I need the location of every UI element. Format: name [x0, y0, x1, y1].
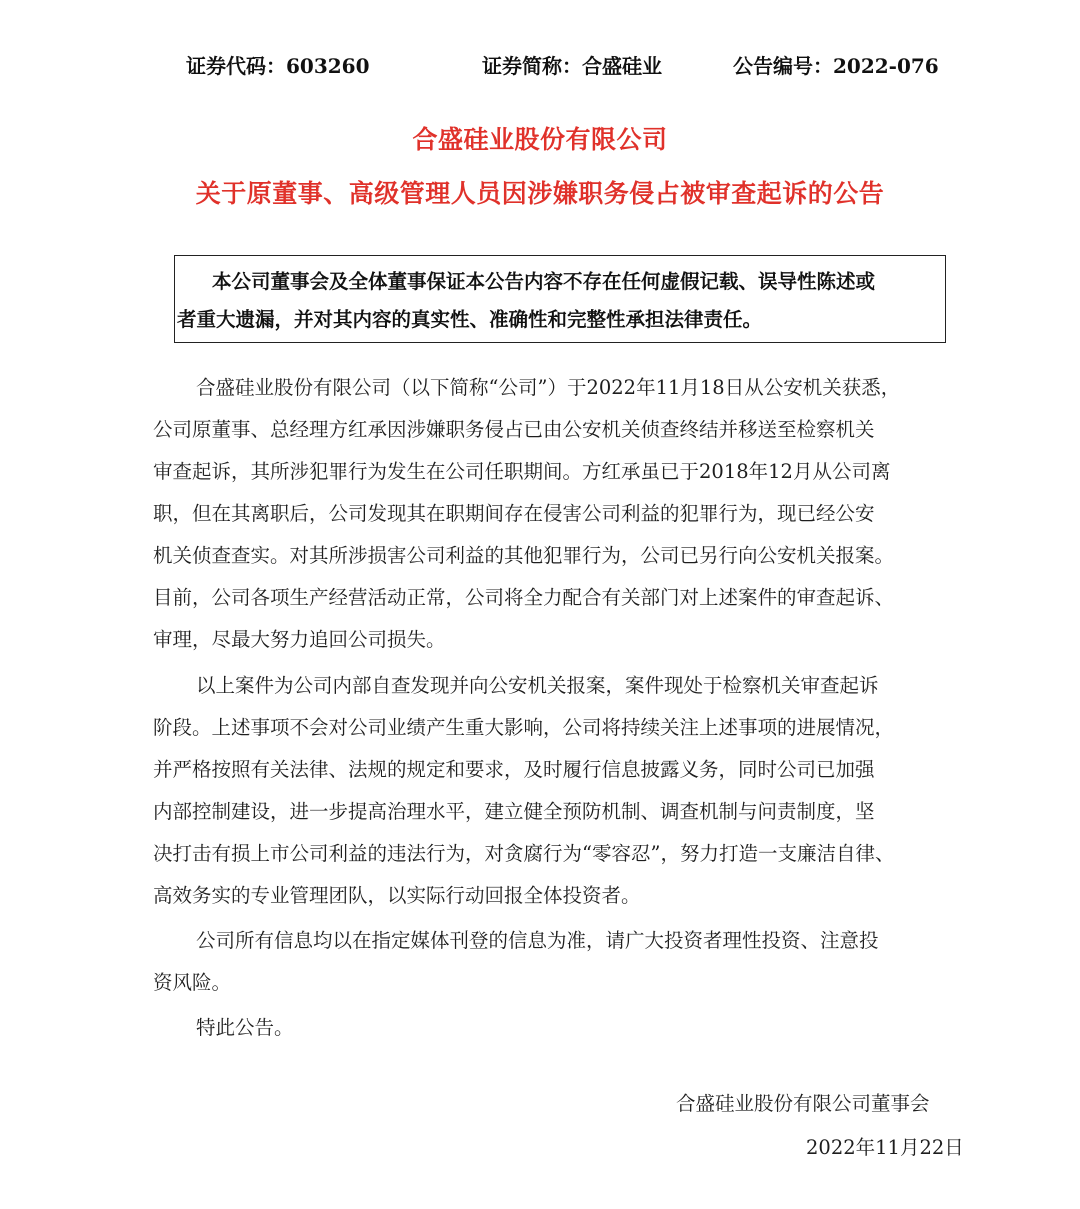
p1-line-3: 审查起诉，其所涉犯罪行为发生在公司任职期间。方红承虽已于2018年12月从公司离 — [153, 460, 891, 483]
statement-line-2: 者重大遗漏，并对其内容的真实性、准确性和完整性承担法律责任。 — [177, 308, 763, 331]
issuer-signature: 合盛硅业股份有限公司董事会 — [676, 1092, 930, 1115]
p1-line-5: 机关侦查查实。对其所涉损害公司利益的其他犯罪行为，公司已另行向公安机关报案。 — [153, 544, 895, 567]
p2-line-4: 内部控制建设，进一步提高治理水平，建立健全预防机制、调查机制与问责制度，坚 — [153, 800, 875, 823]
p1-line-4: 职，但在其离职后，公司发现其在职期间存在侵害公司利益的犯罪行为，现已经公安 — [153, 502, 875, 525]
p1-line-6: 目前，公司各项生产经营活动正常，公司将全力配合有关部门对上述案件的审查起诉、 — [153, 586, 895, 609]
board-statement-box — [174, 255, 946, 343]
p3-line-1: 公司所有信息均以在指定媒体刊登的信息为准，请广大投资者理性投资、注意投 — [196, 929, 879, 952]
p2-line-1: 以上案件为公司内部自查发现并向公安机关报案，案件现处于检察机关审查起诉 — [196, 674, 879, 697]
p1-line-1: 合盛硅业股份有限公司（以下简称“公司”）于2022年11月18日从公安机关获悉， — [196, 376, 901, 399]
statement-line-1: 本公司董事会及全体董事保证本公告内容不存在任何虚假记载、误导性陈述或 — [212, 270, 876, 293]
p1-line-7: 审理，尽最大努力追回公司损失。 — [153, 628, 446, 651]
issue-date: 2022年11月22日 — [806, 1136, 964, 1159]
stock-code: 证券代码：603260 — [186, 54, 370, 78]
document-header — [0, 50, 1080, 80]
p4-line-1: 特此公告。 — [196, 1016, 294, 1039]
notice-title: 关于原董事、高级管理人员因涉嫌职务侵占被审查起诉的公告 — [195, 179, 885, 208]
p2-line-6: 高效务实的专业管理团队，以实际行动回报全体投资者。 — [153, 884, 641, 907]
p2-line-2: 阶段。上述事项不会对公司业绩产生重大影响，公司将持续关注上述事项的进展情况， — [153, 716, 895, 739]
p2-line-3: 并严格按照有关法律、法规的规定和要求，及时履行信息披露义务，同时公司已加强 — [153, 758, 875, 781]
company-title: 合盛硅业股份有限公司 — [412, 125, 668, 154]
p1-line-2: 公司原董事、总经理方红承因涉嫌职务侵占已由公安机关侦查终结并移送至检察机关 — [153, 418, 875, 441]
p2-line-5: 决打击有损上市公司利益的违法行为，对贪腐行为“零容忍”，努力打造一支廉洁自律、 — [153, 842, 895, 865]
stock-name: 证券简称：合盛硅业 — [482, 54, 662, 78]
p3-line-2: 资风险。 — [153, 971, 232, 994]
notice-number: 公告编号：2022-076 — [733, 54, 939, 78]
